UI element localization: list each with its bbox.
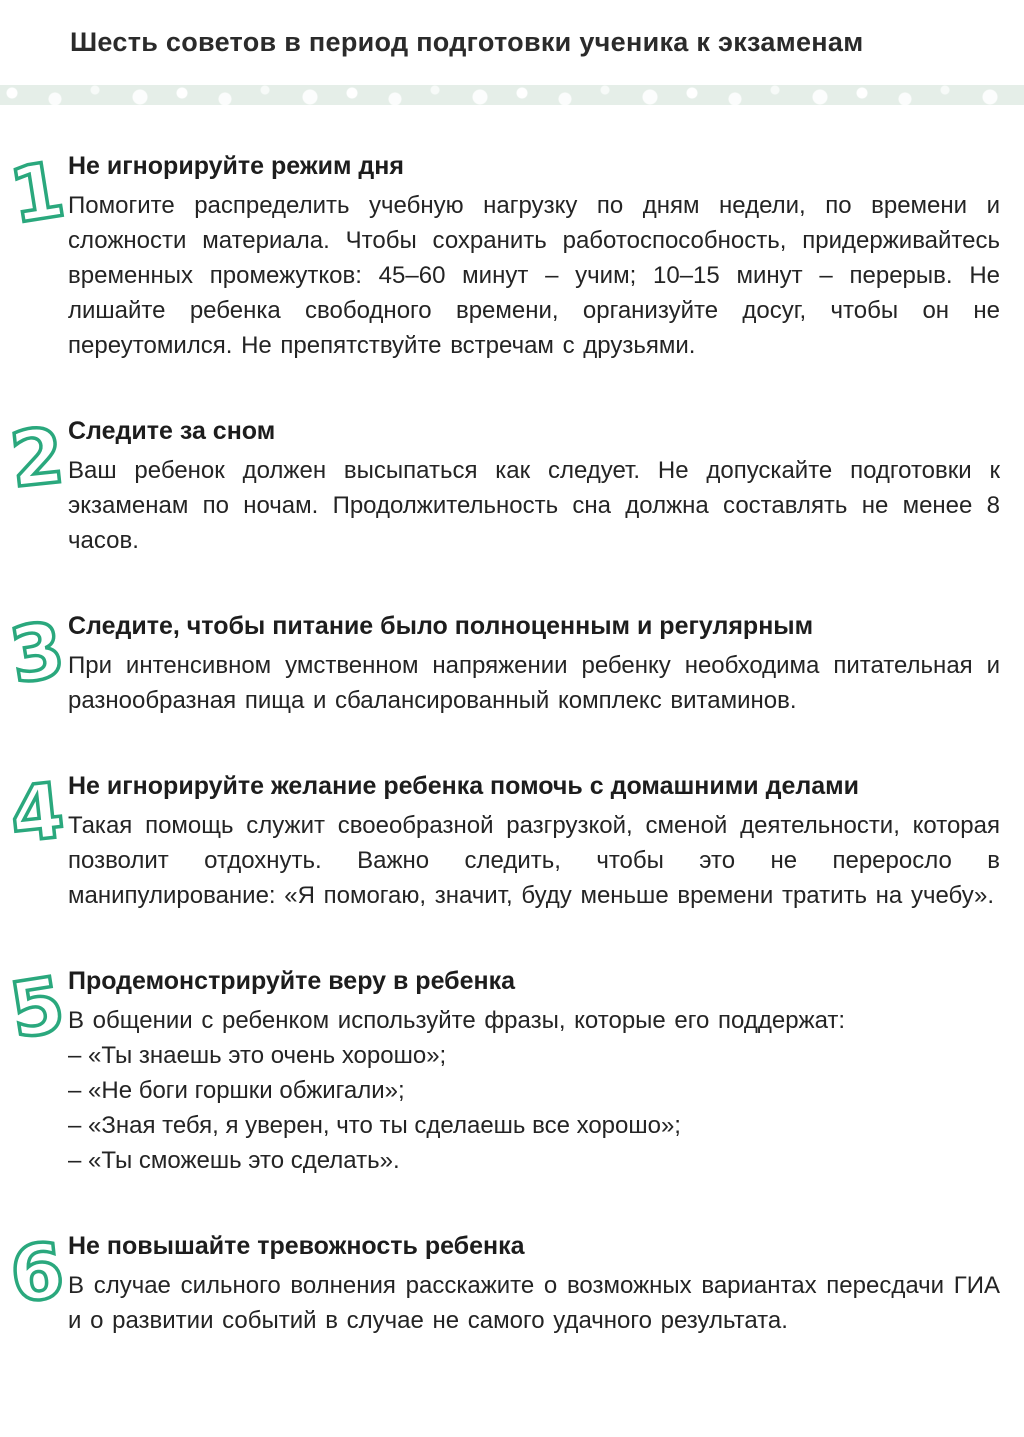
tip-body: В общении с ребенком используйте фразы, которые его поддержат: — [68, 1007, 846, 1034]
svg-text:2: 2 — [6, 410, 69, 505]
outlined-number-4 — [3, 764, 70, 860]
support-phrase: – «Ты знаешь это очень хорошо»; — [68, 1042, 447, 1069]
svg-text:5: 5 — [3, 959, 71, 1056]
outlined-number-5 — [1, 958, 72, 1056]
svg-text:1: 1 — [3, 144, 71, 241]
tip-heading: Следите, чтобы питание было полноценным и регулярным — [68, 612, 814, 640]
tip-heading: Не повышайте тревожность ребенка — [68, 1232, 525, 1260]
tip-section-4 — [6, 765, 1000, 913]
tip-number-badge — [1, 143, 72, 241]
tip-body: Помогите распределить учебную нагрузку по дням недели, по времени и сложности материала. Чтобы сохранить работоспособность, придерживайтесь временных промежутков: 45–60 минут – учим; 10–15 минут – перерыв. Не лишайте ребенка свободного времени, организуйте досуг, чтобы он не переутомился. Не препятствуйте встречам с друзьями. — [68, 192, 1000, 359]
page-title: Шесть советов в период подготовки ученика к экзаменам — [70, 27, 864, 57]
outlined-number-3 — [1, 603, 72, 701]
tip-section-3 — [3, 604, 1000, 718]
support-phrase: – «Не боги горшки обжигали»; — [68, 1077, 405, 1104]
tip-body: Ваш ребенок должен высыпаться как следует. Не допускайте подготовки к экзаменам по ночам. Продолжительность сна должна составлять не менее 8 часов. — [68, 457, 1000, 554]
outlined-number-6 — [3, 1224, 70, 1320]
tip-number-badge — [3, 409, 70, 505]
svg-text:4: 4 — [6, 765, 69, 860]
tip-heading: Продемонстрируйте веру в ребенка — [68, 967, 516, 995]
support-phrase: – «Зная тебя, я уверен, что ты сделаешь все хорошо»; — [68, 1112, 681, 1139]
outlined-number-2 — [3, 409, 70, 505]
tip-body: При интенсивном умственном напряжении ребенку необходима питательная и разнообразная пища и сбалансированный комплекс витаминов. — [68, 652, 1000, 714]
tip-heading: Следите за сном — [68, 417, 276, 445]
tips-list — [0, 105, 1024, 1338]
support-phrases-list — [68, 1038, 1000, 1178]
tip-number-badge — [3, 764, 70, 860]
tip-heading: Не игнорируйте режим дня — [68, 152, 404, 180]
tip-body: Такая помощь служит своеобразной разгрузкой, сменой деятельности, которая позволит отдохнуть. Важно следить, чтобы это не переросло в манипулирование: «Я помогаю, значит, буду меньше времени тратить на учебу». — [68, 812, 1000, 909]
tip-section-5 — [3, 959, 1000, 1178]
outlined-number-1 — [1, 143, 72, 241]
decorative-pattern-band — [0, 85, 1024, 105]
tip-number-badge — [1, 958, 72, 1056]
tip-body: В случае сильного волнения расскажите о возможных вариантах пересдачи ГИА и о развитии событий в случае не самого удачного результата. — [68, 1272, 1000, 1334]
tip-section-6 — [6, 1225, 1000, 1338]
tip-number-badge — [1, 603, 72, 701]
support-phrase: – «Ты сможешь это сделать». — [68, 1147, 400, 1174]
tip-heading: Не игнорируйте желание ребенка помочь с домашними делами — [68, 772, 860, 800]
tip-number-badge — [3, 1224, 70, 1320]
svg-text:6: 6 — [6, 1225, 69, 1320]
tip-section-1 — [3, 144, 1000, 363]
svg-text:3: 3 — [3, 604, 71, 701]
tip-section-2 — [6, 410, 1000, 558]
